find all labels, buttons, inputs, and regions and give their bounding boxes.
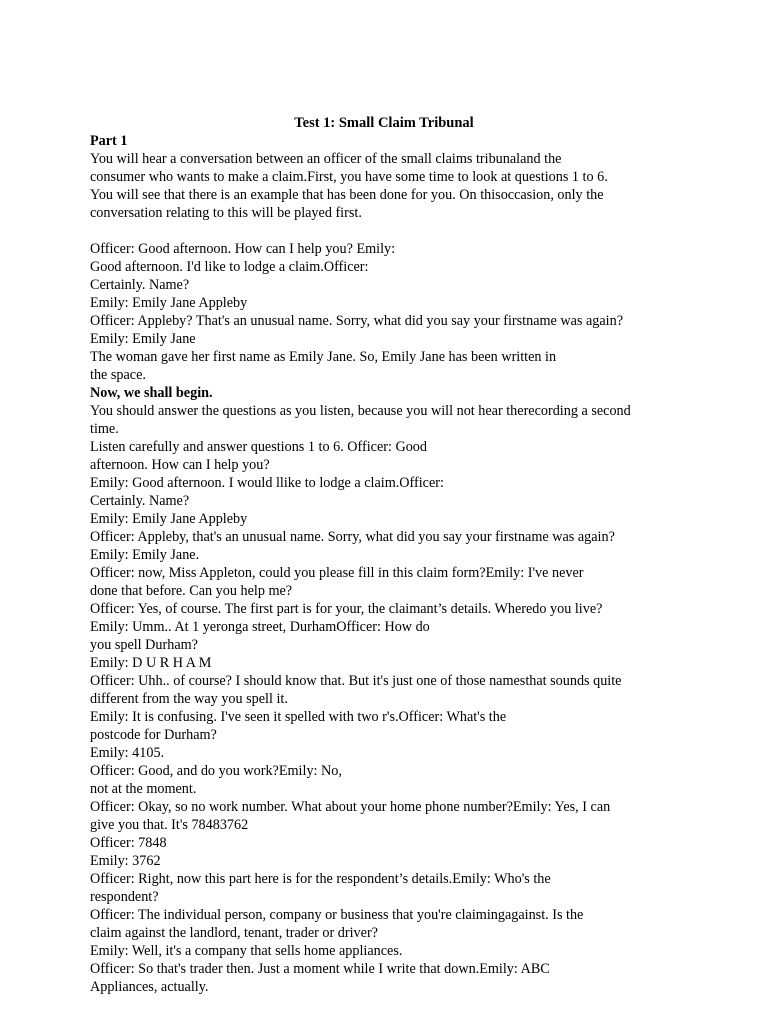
bold-text-line: Now, we shall begin. — [90, 385, 213, 401]
text-line: You will hear a conversation between an officer of the small claims tribunaland the — [90, 151, 562, 167]
text-line: Good afternoon. I'd like to lodge a claim.Officer: — [90, 259, 369, 275]
text-line: the space. — [90, 367, 146, 383]
text-line: Emily: Good afternoon. I would llike to lodge a claim.Officer: — [90, 475, 444, 491]
text-line: Emily: D U R H A M — [90, 655, 212, 671]
text-line: Emily: Emily Jane Appleby — [90, 511, 248, 527]
text-line: Officer: Yes, of course. The first part is for your, the claimant’s details. Wheredo you live? — [90, 601, 603, 617]
text-line: You will see that there is an example that has been done for you. On thisoccasion, only the — [90, 187, 604, 203]
text-line: afternoon. How can I help you? — [90, 457, 270, 473]
text-line: Officer: Right, now this part here is for the respondent’s details.Emily: Who's the — [90, 871, 551, 887]
text-line: Officer: Appleby? That's an unusual name. Sorry, what did you say your firstname was again? — [90, 313, 624, 329]
text-line: time. — [90, 421, 119, 437]
text-line: You should answer the questions as you listen, because you will not hear therecording a second — [90, 403, 631, 419]
text-line: Appliances, actually. — [90, 979, 209, 995]
text-line: Officer: So that's trader then. Just a moment while I write that down.Emily: ABC — [90, 961, 550, 977]
text-line: Certainly. Name? — [90, 277, 190, 293]
text-line: Officer: now, Miss Appleton, could you please fill in this claim form?Emily: I've never — [90, 565, 584, 581]
text-line: Emily: Emily Jane — [90, 331, 196, 347]
text-line: not at the moment. — [90, 781, 197, 797]
text-line: respondent? — [90, 889, 159, 905]
text-line: Emily: 3762 — [90, 853, 161, 869]
text-line: Listen carefully and answer questions 1 to 6. Officer: Good — [90, 439, 427, 455]
text-line: Emily: It is confusing. I've seen it spelled with two r's.Officer: What's the — [90, 709, 507, 725]
document-body — [90, 132, 690, 996]
bold-text-line: Part 1 — [90, 133, 128, 149]
text-line: consumer who wants to make a claim.First, you have some time to look at questions 1 to 6. — [90, 169, 608, 185]
text-line: Officer: Good afternoon. How can I help you? Emily: — [90, 241, 396, 257]
text-line: Officer: Uhh.. of course? I should know that. But it's just one of those namesthat sounds quite — [90, 673, 622, 689]
text-line: Emily: Emily Jane. — [90, 547, 200, 563]
text-line: Certainly. Name? — [90, 493, 190, 509]
text-line: Officer: Good, and do you work?Emily: No, — [90, 763, 342, 779]
text-line: give you that. It's 78483762 — [90, 817, 249, 833]
text-line: you spell Durham? — [90, 637, 198, 653]
text-line: Emily: Umm.. At 1 yeronga street, DurhamOfficer: How do — [90, 619, 430, 635]
text-line: Emily: Emily Jane Appleby — [90, 295, 248, 311]
text-line: Emily: 4105. — [90, 745, 165, 761]
document-title: Test 1: Small Claim Tribunal — [294, 115, 474, 131]
text-line: Officer: Okay, so no work number. What about your home phone number?Emily: Yes, I can — [90, 799, 611, 815]
text-line: claim against the landlord, tenant, trader or driver? — [90, 925, 378, 941]
text-line: Officer: 7848 — [90, 835, 167, 851]
text-line: Emily: Well, it's a company that sells home appliances. — [90, 943, 403, 959]
blank-line — [90, 222, 690, 240]
text-line: conversation relating to this will be played first. — [90, 205, 362, 221]
text-line: Officer: The individual person, company or business that you're claimingagainst. Is the — [90, 907, 584, 923]
text-line: done that before. Can you help me? — [90, 583, 293, 599]
text-line: postcode for Durham? — [90, 727, 217, 743]
text-line: The woman gave her first name as Emily Jane. So, Emily Jane has been written in — [90, 349, 557, 365]
text-line: different from the way you spell it. — [90, 691, 288, 707]
text-line: Officer: Appleby, that's an unusual name. Sorry, what did you say your firstname was again? — [90, 529, 615, 545]
